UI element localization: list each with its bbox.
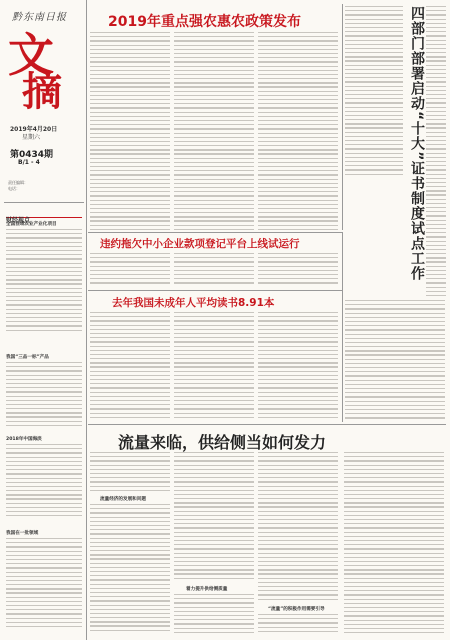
story-4-subhead-2: 着力提升供给侧质量 (186, 587, 228, 592)
story-3-col-1 (90, 312, 170, 420)
story-3-col-3 (258, 312, 338, 420)
phone-line: 电话： (8, 186, 20, 191)
left-body-4 (6, 538, 82, 634)
left-headline-1: 全国县域农业产业化项目 (6, 222, 57, 227)
issue-date: 2019年4月20日 (10, 126, 58, 133)
left-column-divider (86, 0, 87, 640)
top-story-col-1 (90, 32, 170, 230)
story-3-col-2 (174, 312, 254, 420)
right-vertical-title: 四部门部署启动“十大”证书制度试点工作 (409, 6, 425, 282)
masthead-big-char-2: 摘 (22, 68, 62, 115)
story-4-col-3b (258, 614, 338, 636)
issue-number: 第0434期 (10, 150, 54, 160)
story-2-col-3 (258, 253, 338, 287)
left-section-title-bar (6, 207, 82, 224)
left-headline-3: 2018年中国海淡 (6, 437, 42, 442)
top-story-col-3 (258, 32, 338, 230)
issue-pages: B/1 - 4 (18, 159, 40, 166)
issue-weekday: 星期六 (22, 134, 41, 141)
masthead-big-char-1: 文 (8, 28, 54, 82)
story-2-title: 违约拖欠中小企业款项登记平台上线试运行 (100, 238, 300, 250)
story-4-col-2b (174, 594, 254, 634)
top-story-col-2 (174, 32, 254, 230)
editor-line: 责任编辑： (8, 180, 28, 185)
top-story-title: 2019年重点强农惠农政策发布 (108, 14, 301, 30)
left-section-title: 财经视点 (6, 217, 31, 224)
story-4-col-4 (344, 452, 444, 636)
right-column-top-body (345, 6, 403, 176)
left-body-1 (6, 229, 82, 339)
story-4-col-1 (90, 452, 170, 492)
left-body-3 (6, 444, 82, 524)
story-2-bottom-rule (88, 290, 342, 291)
left-body-2 (6, 362, 82, 430)
top-story-right-divider (342, 4, 343, 230)
story-4-col-2 (174, 452, 254, 582)
masthead-divider (4, 202, 84, 203)
left-headline-2: 我国“三品一标”产品 (6, 355, 49, 360)
right-column-lower-divider (342, 232, 343, 422)
story-4-subhead-3: “流量”的积极作用需要引导 (268, 607, 325, 612)
mid-page-rule (88, 424, 446, 425)
story-2-col-1 (90, 253, 170, 287)
story-4-col-3 (258, 452, 338, 602)
story-3-title: 去年我国未成年人平均读书8.91本 (112, 297, 275, 309)
story-4-subhead-1: 流量经济的发展和问题 (100, 497, 146, 502)
top-story-bottom-rule (88, 232, 342, 233)
paper-name: 黔东南日报 (12, 12, 67, 23)
story-2-col-2 (174, 253, 254, 287)
right-column-top-body-2 (426, 6, 446, 296)
right-column-lower-body (345, 300, 445, 420)
left-headline-4: 我国在一批领域 (6, 531, 39, 536)
story-4-title: 流量来临，供给侧当如何发力 (118, 433, 327, 452)
story-4-col-1b (90, 504, 170, 634)
